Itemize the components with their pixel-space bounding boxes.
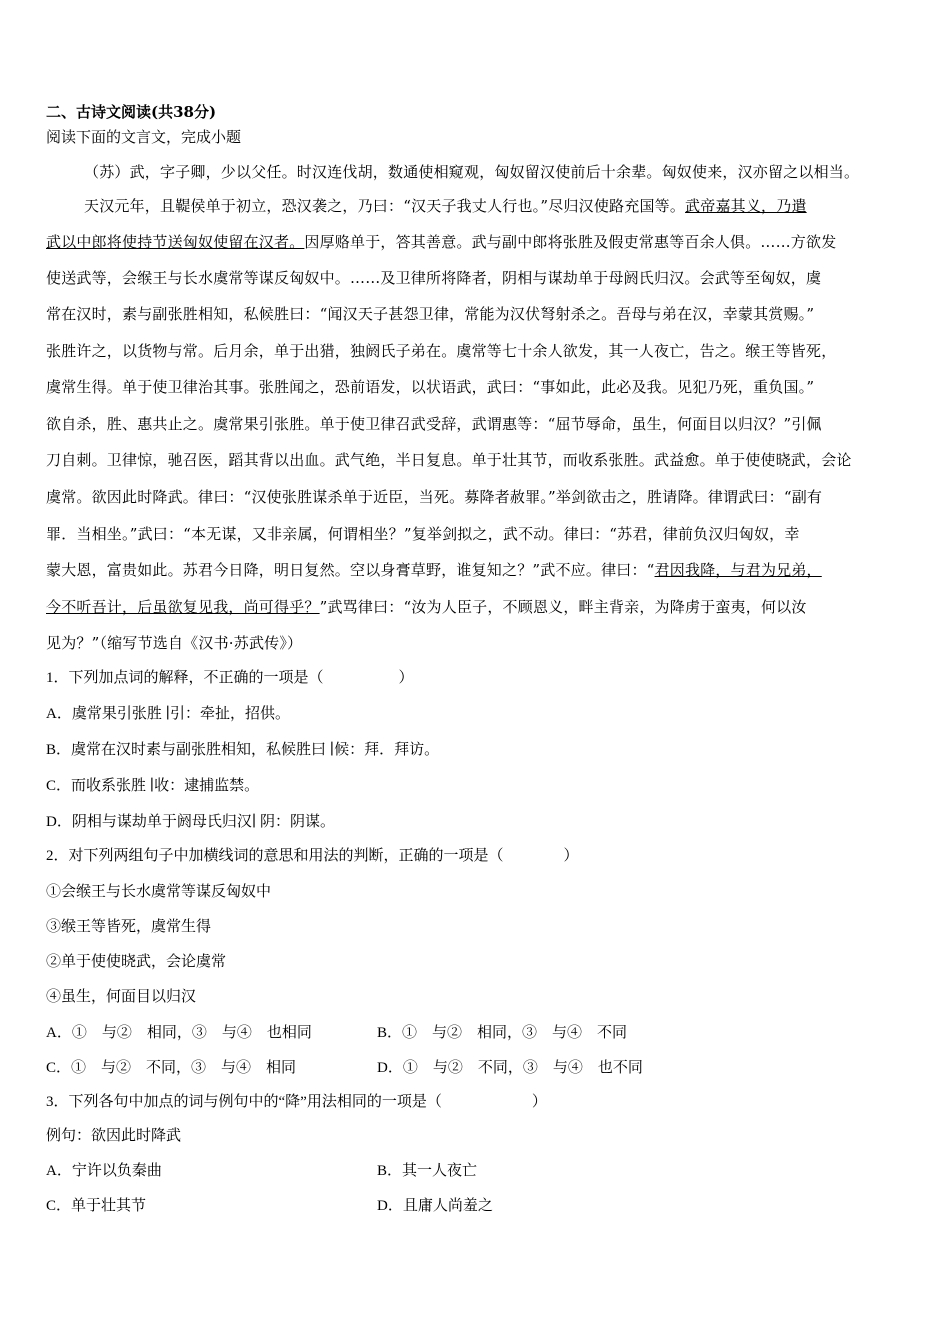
question-1-option-d[interactable]: D．阴相与谋劫单于阏母氏归汉∣ 阴：阴谋。 <box>46 814 335 830</box>
passage-line: 今不听吾计，后虽欲复见我，尚可得乎？”武骂律曰：“汝为人臣子，不顾恩义，畔主背亲，为降虏于蛮夷，何以汝 <box>46 598 807 616</box>
passage-line: 使送武等，会缑王与长水虞常等谋反匈奴中。……及卫律所将降者，阴相与谋劫单于母阏氏归汉。会武等至匈奴，虞 <box>46 269 822 287</box>
question-2-stem: 2．对下列两组句子中加横线词的意思和用法的判断，正确的一项是（ ） <box>46 848 579 864</box>
question-2-option-d[interactable]: D．① 与② 不同，③ 与④ 也不同 <box>377 1060 643 1076</box>
passage-line: 常在汉时，素与副张胜相知，私候胜曰：“闻汉天子甚怨卫律，常能为汉伏弩射杀之。吾母与弟在汉，幸蒙其赏赐。” <box>46 305 815 323</box>
question-2-sentence-2: ②单于使使晓武，会论虞常 <box>46 954 227 970</box>
section-title: 二、古诗文阅读(共38分) <box>46 103 217 121</box>
passage-line: 天汉元年，且鞮侯单于初立，恐汉袭之，乃曰：“汉天子我丈人行也。”尽归汉使路充国等。武帝嘉其义，乃遣 <box>84 197 807 215</box>
passage-line: 武以中郎将使持节送匈奴使留在汉者。因厚赂单于，答其善意。武与副中郎将张胜及假吏常惠等百余人俱。……方欲发 <box>46 233 837 251</box>
instruction: 阅读下面的文言文，完成小题 <box>46 130 242 146</box>
question-2-option-c[interactable]: C．① 与② 不同，③ 与④ 相同 <box>46 1060 297 1076</box>
passage-line: 张胜许之，以货物与常。后月余，单于出猎，独阏氏子弟在。虞常等七十余人欲发，其一人夜亡，告之。缑王等皆死， <box>46 342 837 360</box>
question-2-option-b[interactable]: B．① 与② 相同，③ 与④ 不同 <box>377 1025 628 1041</box>
passage-line: 蒙大恩，富贵如此。苏君今日降，明日复然。空以身膏草野，谁复知之？”武不应。律曰：“君因我降，与君为兄弟， <box>46 561 822 579</box>
underlined-sentence: 武以中郎将使持节送匈奴使留在汉者。 <box>46 233 305 251</box>
question-2-sentence-1: ①会缑王与长水虞常等谋反匈奴中 <box>46 884 272 900</box>
question-3-option-b[interactable]: B．其一人夜亡 <box>377 1163 478 1179</box>
question-3-option-d[interactable]: D．且庸人尚羞之 <box>377 1198 493 1214</box>
passage-line: 罪．当相坐。”武曰：“本无谋，又非亲属，何谓相坐？”复举剑拟之，武不动。律曰：“苏君，律前负汉归匈奴，幸 <box>46 525 800 543</box>
underlined-sentence: 今不听吾计，后虽欲复见我，尚可得乎？ <box>46 598 320 616</box>
passage-line: 虞常。欲因此时降武。律曰：“汉使张胜谋杀单于近臣，当死。募降者赦罪。”举剑欲击之，胜请降。律谓武曰：“副有 <box>46 488 823 506</box>
question-2-sentence-4: ④虽生，何面目以归汉 <box>46 989 197 1005</box>
passage-line: 虞常生得。单于使卫律治其事。张胜闻之，恐前语发，以状语武，武曰：“事如此，此必及我。见犯乃死，重负国。” <box>46 378 815 396</box>
question-2-option-a[interactable]: A．① 与② 相同，③ 与④ 也相同 <box>46 1025 312 1041</box>
passage-line: 刀自刺。卫律惊，驰召医，蹈其背以出血。武气绝，半日复息。单于壮其节，而收系张胜。武益愈。单于使使晓武，会论 <box>46 451 852 469</box>
question-3-stem: 3．下列各句中加点的词与例句中的“降”用法相同的一项是（ ） <box>46 1094 547 1110</box>
question-3-option-a[interactable]: A．宁许以负秦曲 <box>46 1163 162 1179</box>
question-1-option-c[interactable]: C．而收系张胜 ∣收：逮捕监禁。 <box>46 778 260 794</box>
passage-line: 欲自杀，胜、惠共止之。虞常果引张胜。单于使卫律召武受辞，武谓惠等：“屈节辱命，虽生，何面目以归汉？”引佩 <box>46 415 822 433</box>
question-3-example: 例句：欲因此时降武 <box>46 1128 182 1144</box>
question-2-sentence-3: ③缑王等皆死，虞常生得 <box>46 919 212 935</box>
question-3-option-c[interactable]: C．单于壮其节 <box>46 1198 147 1214</box>
question-1-option-b[interactable]: B．虞常在汉时素与副张胜相知，私候胜曰 ∣候：拜．拜访。 <box>46 742 440 758</box>
question-1-stem: 1．下列加点词的解释，不正确的一项是（ ） <box>46 670 414 686</box>
underlined-sentence: 武帝嘉其义，乃遣 <box>685 197 807 215</box>
question-1-option-a[interactable]: A．虞常果引张胜 ∣引：牵扯，招供。 <box>46 706 290 722</box>
passage-source: 见为？”（缩写节选自《汉书·苏武传》） <box>46 634 303 652</box>
underlined-sentence: 君因我降，与君为兄弟， <box>654 561 822 579</box>
passage-line: （苏）武，字子卿，少以父任。时汉连伐胡，数通使相窥观，匈奴留汉使前后十余辈。匈奴使来，汉亦留之以相当。 <box>84 163 860 181</box>
